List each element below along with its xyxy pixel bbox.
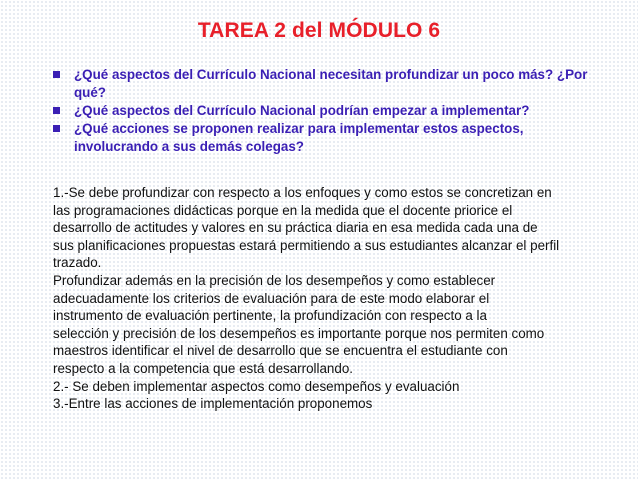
question-line: qué? <box>74 85 106 100</box>
square-bullet-icon <box>53 125 60 132</box>
body-line: respecto a la competencia que está desarrollando. <box>53 360 353 376</box>
body-line: 2.- Se deben implementar aspectos como desempeños y evaluación <box>53 378 460 394</box>
body-line: las programaciones didácticas porque en la medida que el docente priorice el <box>53 202 513 218</box>
body-line: 1.-Se debe profundizar con respecto a los enfoques y como estos se concretizan en <box>53 185 552 200</box>
question-line: ¿Qué acciones se proponen realizar para implementar estos aspectos, <box>74 121 524 136</box>
question-line: ¿Qué aspectos del Currículo Nacional podrían empezar a implementar? <box>74 103 530 118</box>
question-line: ¿Qué aspectos del Currículo Nacional necesitan profundizar un poco más? ¿Por <box>74 67 588 82</box>
question-line: involucrando a sus demás colegas? <box>74 139 304 154</box>
body-line: desarrollo de actitudes y valores en su práctica diaria en esa medida cada una de <box>53 220 538 236</box>
question-item <box>53 120 613 156</box>
question-item <box>53 66 613 102</box>
body-line: instrumento de evaluación pertinente, la profundización con respecto a la <box>53 308 487 324</box>
body-line: selección y precisión de los desempeños es importante porque nos permiten como <box>53 325 545 341</box>
body-line: 3.-Entre las acciones de implementación proponemos <box>53 396 373 412</box>
body-line: maestros identificar el nivel de desarrollo que se encuentra el estudiante con <box>53 343 508 359</box>
square-bullet-icon <box>53 71 60 78</box>
body-line: sus planificaciones propuestas estará permitiendo a sus estudiantes alcanzar el perfil <box>53 237 560 253</box>
question-list <box>53 66 613 156</box>
body-line: adecuadamente los criterios de evaluación para de este modo elaborar el <box>53 290 490 306</box>
body-line: trazado. <box>53 255 102 271</box>
slide-title: TAREA 2 del MÓDULO 6 <box>197 19 441 42</box>
body-line: Profundizar además en la precisión de los desempeños y como establecer <box>53 272 496 288</box>
question-item <box>53 102 613 120</box>
answer-body <box>53 184 613 413</box>
square-bullet-icon <box>53 107 60 114</box>
